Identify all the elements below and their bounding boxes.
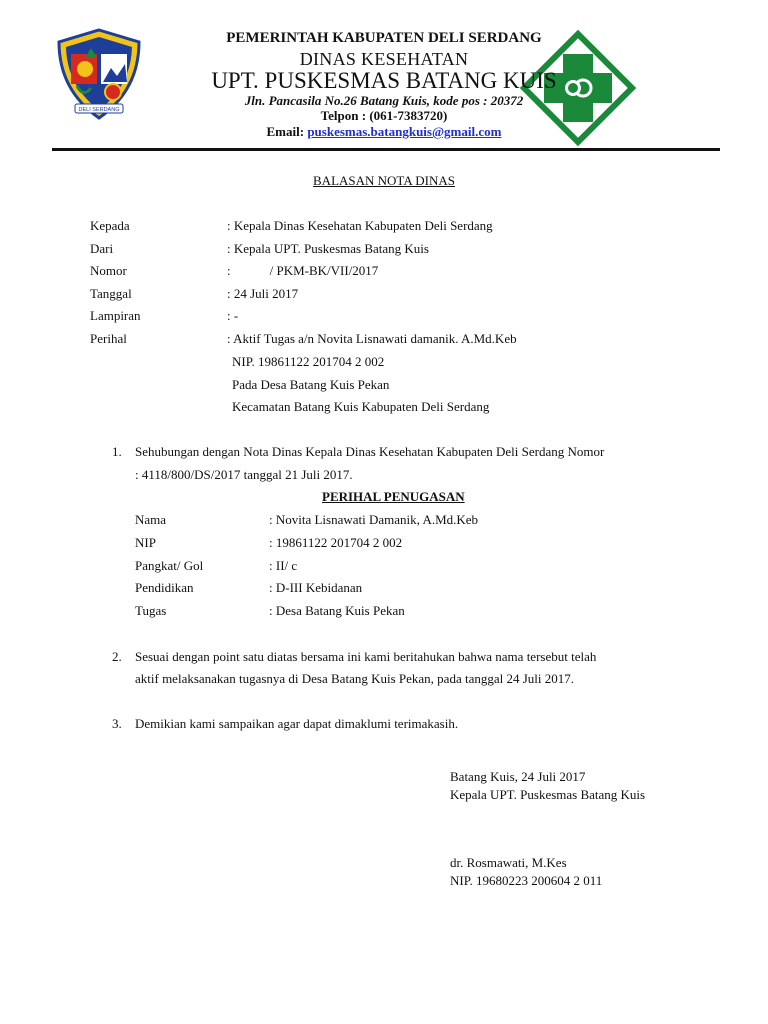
email-link[interactable]: puskesmas.batangkuis@gmail.com [307,124,502,139]
perihal-line-desa: Pada Desa Batang Kuis Pekan [232,377,390,392]
field-value-perihal: : Aktif Tugas a/n Novita Lisnawati damanik. A.Md.Keb [227,331,517,346]
field-value-dari: : Kepala UPT. Puskesmas Batang Kuis [227,241,429,256]
letterhead-address: Jln. Pancasila No.26 Batang Kuis, kode pos : 20372 [244,93,524,108]
point-1-line-1: Sehubungan dengan Nota Dinas Kepala Dinas Kesehatan Kabupaten Deli Serdang Nomor [135,444,605,459]
letterhead-government: PEMERINTAH KABUPATEN DELI SERDANG [226,30,542,46]
field-value-tanggal: : 24 Juli 2017 [227,286,299,301]
document-title: BALASAN NOTA DINAS [313,173,455,188]
perihal-line-kecamatan: Kecamatan Batang Kuis Kabupaten Deli Serdang [232,399,490,414]
assignment-label-pendidikan: Pendidikan [135,580,194,595]
field-label-perihal: Perihal [90,331,127,346]
assignment-value-nip: : 19861122 201704 2 002 [269,535,403,550]
signature-position: Kepala UPT. Puskesmas Batang Kuis [450,787,646,802]
assignment-value-pendidikan: : D-III Kebidanan [269,580,363,595]
signature-nip: NIP. 19680223 200604 2 011 [450,873,603,888]
field-label-kepada: Kepada [90,218,130,233]
signature-name: dr. Rosmawati, M.Kes [450,855,567,870]
field-label-nomor: Nomor [90,263,127,278]
letterhead-email-row [0,124,768,140]
field-label-lampiran: Lampiran [90,308,141,323]
assignment-label-nama: Nama [135,512,167,527]
email-label: Email: [266,124,305,139]
point-1-line-2: : 4118/800/DS/2017 tanggal 21 Juli 2017. [135,467,353,482]
assignment-value-nama: : Novita Lisnawati Damanik, A.Md.Keb [269,512,479,527]
assignment-label-pangkat: Pangkat/ Gol [135,558,204,573]
field-value-kepada: : Kepala Dinas Kesehatan Kabupaten Deli Serdang [227,218,493,233]
field-label-dari: Dari [90,241,114,256]
letterhead-phone: Telpon : (061-7383720) [320,108,448,123]
assignment-title: PERIHAL PENUGASAN [322,489,465,504]
assignment-label-tugas: Tugas [135,603,167,618]
point-number: 2. [112,649,122,664]
field-value-lampiran: : - [227,308,239,323]
point-number: 3. [112,716,122,731]
letterhead-divider [52,148,720,151]
point-2-line-1: Sesuai dengan point satu diatas bersama ini kami beritahukan bahwa nama tersebut telah [135,649,597,664]
point-3-line-1: Demikian kami sampaikan agar dapat dimaklumi terimakasih. [135,716,459,731]
assignment-value-pangkat: : II/ c [269,558,298,573]
letterhead-institution: UPT. PUSKESMAS BATANG KUIS [211,68,557,93]
field-value-nomor: : / PKM-BK/VII/2017 [227,263,379,278]
emblem-caption: DELI SERDANG [78,107,120,113]
assignment-value-tugas: : Desa Batang Kuis Pekan [269,603,405,618]
field-label-tanggal: Tanggal [90,286,132,301]
signature-place-date: Batang Kuis, 24 Juli 2017 [450,769,586,784]
assignment-label-nip: NIP [135,535,156,550]
perihal-line-nip: NIP. 19861122 201704 2 002 [232,354,385,369]
point-2-line-2: aktif melaksanakan tugasnya di Desa Batang Kuis Pekan, pada tanggal 24 Juli 2017. [135,671,575,686]
point-number: 1. [112,444,122,459]
letterhead-department: DINAS KESEHATAN [299,49,469,69]
